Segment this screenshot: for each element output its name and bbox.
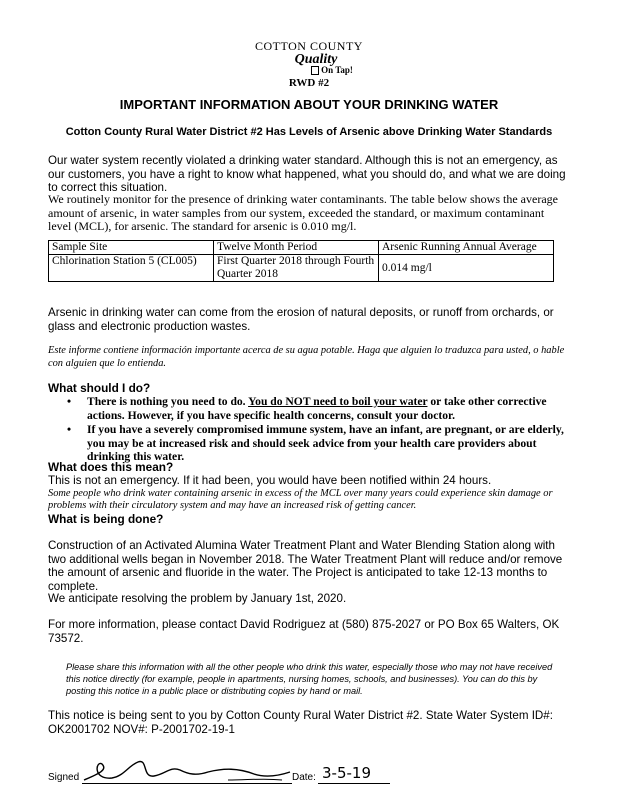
monitoring-paragraph: We routinely monitor for the presence of drinking water contaminants. The table below shows the average amount of arsenic, in water samples from our system, exceeded the standard, or maximum contaminant level (MCL), for arsenic. The standard for arsenic is 0.010 mg/l. [48, 192, 558, 233]
table-cell-average: 0.014 mg/l [379, 255, 554, 282]
logo-county-text: COTTON COUNTY [255, 39, 363, 53]
signature-line [48, 762, 568, 792]
intro-paragraph: Our water system recently violated a drinking water standard. Although this is not an emergency, as our customers, you have a right to know what happened, what you should do, and what we are doing to correct this situation. [48, 154, 566, 194]
handwritten-date: 3-5-19 [322, 764, 371, 782]
health-effects-text: Some people who drink water containing arsenic in excess of the MCL over many years could experience skin damage or problems with their circulatory system and may have an increased risk of getting cancer. [48, 487, 553, 511]
section-heading: What is being done? [48, 512, 164, 526]
resolution-paragraph: We anticipate resolving the problem by January 1st, 2020. [48, 592, 347, 605]
bullet-icon: • [67, 395, 72, 408]
bullet-icon: • [67, 423, 72, 436]
contact-paragraph: For more information, please contact David Rodriguez at (580) 875-2027 or PO Box 65 Walters, OK 73572. [48, 618, 560, 645]
logo-rwd-text: RWD #2 [288, 77, 330, 90]
date-rule [318, 783, 390, 784]
table-header-cell: Arsenic Running Annual Average [379, 241, 554, 255]
boil-notice-text: You do NOT need to boil your water [248, 395, 428, 408]
construction-paragraph: Construction of an Activated Alumina Water Treatment Plant and Water Blending Station along with two additional wells began in November 2018. The Water Treatment Plant will reduce and/or remove the amount of arsenic and fluoride in the water. The Project is anticipated to take 12-13 months to complete. [48, 539, 563, 593]
table-header-row [49, 241, 554, 255]
logo-ontap-text: On Tap! [46, 66, 618, 75]
logo-quality-text: Quality [294, 52, 338, 67]
date-label: Date: [292, 772, 316, 783]
faucet-icon [311, 66, 319, 75]
emergency-text: This is not an emergency. If it had been, you would have been notified within 24 hours. [48, 474, 492, 487]
advice-list [48, 395, 568, 464]
signed-label: Signed [48, 772, 80, 783]
spanish-notice: Este informe contiene información importante acerca de su agua potable. Haga que alguien lo traduzca para usted, o hable con alguien que lo entienda. [48, 345, 565, 369]
table-header-cell: Twelve Month Period [214, 241, 379, 255]
table-header-cell: Sample Site [49, 241, 214, 255]
table-cell-period: First Quarter 2018 through Fourth Quarter 2018 [214, 255, 379, 282]
what-does-this-mean-section [48, 460, 568, 513]
arsenic-table [48, 240, 554, 282]
district-logo [0, 40, 618, 89]
system-id-paragraph: This notice is being sent to you by Cotton County Rural Water District #2. State Water System ID#: OK2001702 NOV#: P-2001702-19-1 [48, 709, 553, 736]
notice-subtitle: Cotton County Rural Water District #2 Has Levels of Arsenic above Drinking Water Standards [65, 126, 553, 138]
list-item: • There is nothing you need to do. You do NOT need to boil your water or take other corrective actions. However, if you have specific health concerns, consult your doctor. [67, 395, 547, 422]
arsenic-source-paragraph: Arsenic in drinking water can come from the erosion of natural deposits, or runoff from orchards, or glass and electronic production wastes. [48, 306, 554, 333]
handwritten-signature [78, 754, 298, 792]
section-heading: What does this mean? [48, 460, 174, 474]
share-notice: Please share this information with all the other people who drink this water, especially those who may not have received this notice directly (for example, people in apartments, nursing homes, schools, and businesses). You can do this by posting this notice in a public place or distributing copies by hand or mail. [66, 662, 553, 696]
table-cell-site: Chlorination Station 5 (CL005) [49, 255, 214, 282]
what-should-i-do-section [48, 381, 568, 465]
section-heading: What should I do? [48, 381, 151, 395]
notice-title: IMPORTANT INFORMATION ABOUT YOUR DRINKING WATER [119, 97, 499, 112]
table-row [49, 255, 554, 282]
list-item: • If you have a severely compromised immune system, have an infant, are pregnant, or are elderly, you may be at increased risk and should seek advice from your health care providers about drinking this water. [67, 423, 564, 463]
